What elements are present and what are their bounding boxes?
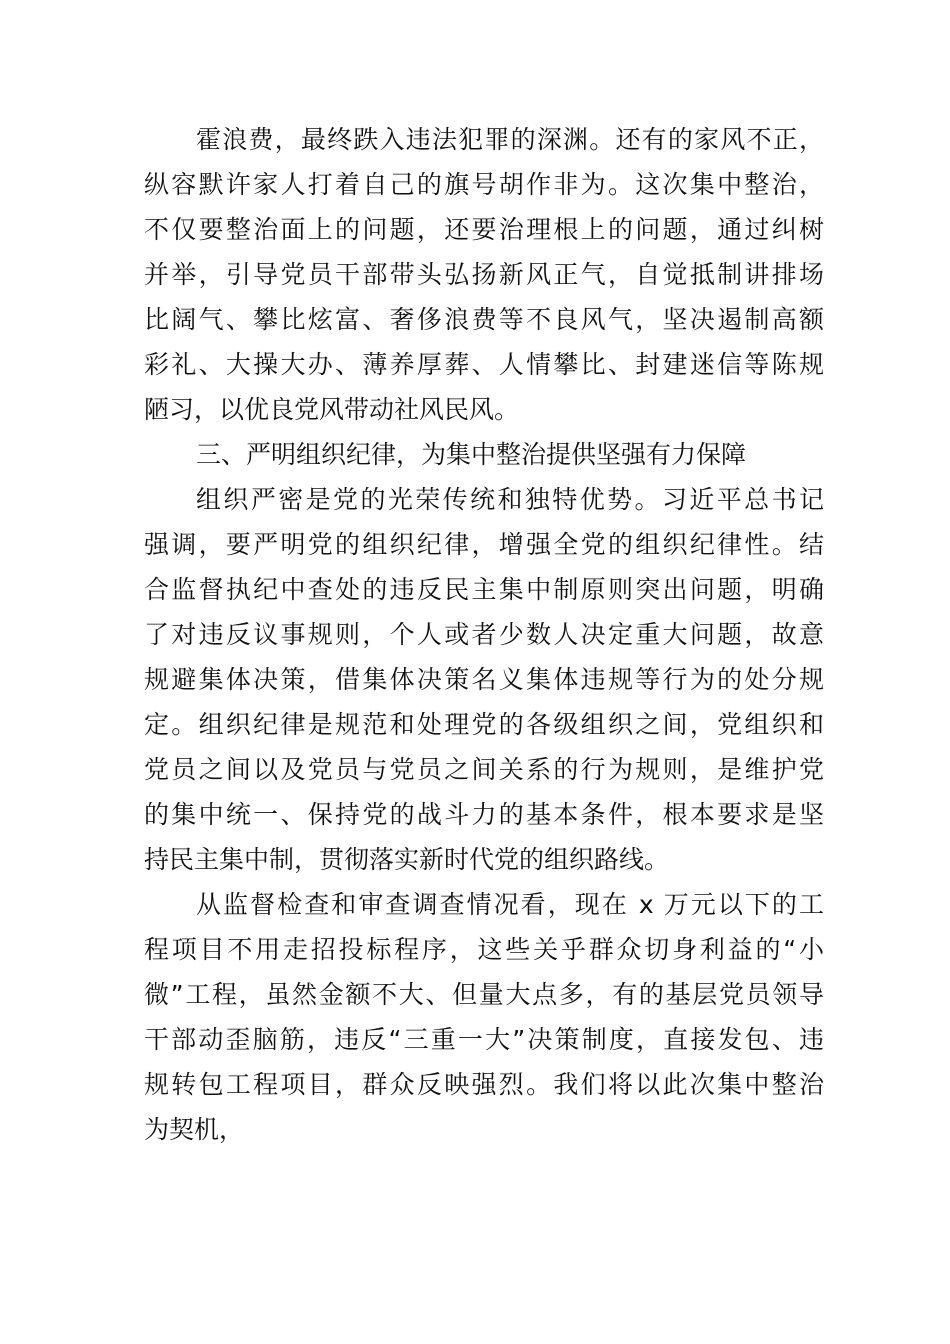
paragraph-2-line-9: 持民主集中制，贯彻落实新时代党的组织路线。 xyxy=(144,845,670,874)
paragraph-1 xyxy=(144,117,824,432)
paragraph-2-line-2: 强调，要严明党的组织纪律，增强全党的组织纪律性。结 xyxy=(144,530,824,559)
paragraph-3-line-3: 微”工程，虽然金额不大、但量大点多，有的基层党员领导 xyxy=(144,980,824,1009)
paragraph-2-line-7: 党员之间以及党员与党员之间关系的行为规则，是维护党 xyxy=(144,755,824,784)
paragraph-2-line-1: 组织严密是党的光荣传统和独特优势。习近平总书记 xyxy=(196,485,824,514)
section-heading-3-text: 三、严明组织纪律，为集中整治提供坚强有力保障 xyxy=(196,440,747,469)
paragraph-1-line-3: 不仅要整治面上的问题，还要治理根上的问题，通过纠树 xyxy=(144,215,824,244)
paragraph-3-line-5: 规转包工程项目，群众反映强烈。我们将以此次集中整治 xyxy=(144,1070,824,1099)
paragraph-1-line-2: 纵容默许家人打着自己的旗号胡作非为。这次集中整治， xyxy=(144,170,824,199)
paragraph-3-line-2: 程项目不用走招投标程序，这些关乎群众切身利益的“小 xyxy=(144,935,824,964)
paragraph-1-line-5: 比阔气、攀比炫富、奢侈浪费等不良风气，坚决遏制高额 xyxy=(144,305,824,334)
paragraph-1-line-7: 陋习，以优良党风带动社风民风。 xyxy=(144,395,520,424)
paragraph-1-line-6: 彩礼、大操大办、薄养厚葬、人情攀比、封建迷信等陈规 xyxy=(144,350,824,379)
paragraph-2-line-4: 了对违反议事规则，个人或者少数人决定重大问题，故意 xyxy=(144,620,824,649)
section-heading-3 xyxy=(144,432,824,477)
paragraph-3-line-4: 干部动歪脑筋，违反“三重一大”决策制度，直接发包、违 xyxy=(144,1025,824,1054)
paragraph-3-line-1: 从监督检查和审查调查情况看，现在 x 万元以下的工 xyxy=(196,890,824,919)
paragraph-2-line-6: 定。组织纪律是规范和处理党的各级组织之间，党组织和 xyxy=(144,710,824,739)
paragraph-1-line-4: 并举，引导党员干部带头弘扬新风正气，自觉抵制讲排场 xyxy=(144,260,824,289)
paragraph-3-line-6: 为契机， xyxy=(144,1115,245,1144)
document-body xyxy=(144,117,824,1152)
paragraph-3 xyxy=(144,882,824,1152)
paragraph-1-line-1: 霍浪费，最终跌入违法犯罪的深渊。还有的家风不正， xyxy=(196,125,824,154)
paragraph-2 xyxy=(144,477,824,882)
paragraph-2-line-5: 规避集体决策，借集体决策名义集体违规等行为的处分规 xyxy=(144,665,824,694)
paragraph-2-line-3: 合监督执纪中查处的违反民主集中制原则突出问题，明确 xyxy=(144,575,824,604)
paragraph-2-line-8: 的集中统一、保持党的战斗力的基本条件，根本要求是坚 xyxy=(144,800,824,829)
